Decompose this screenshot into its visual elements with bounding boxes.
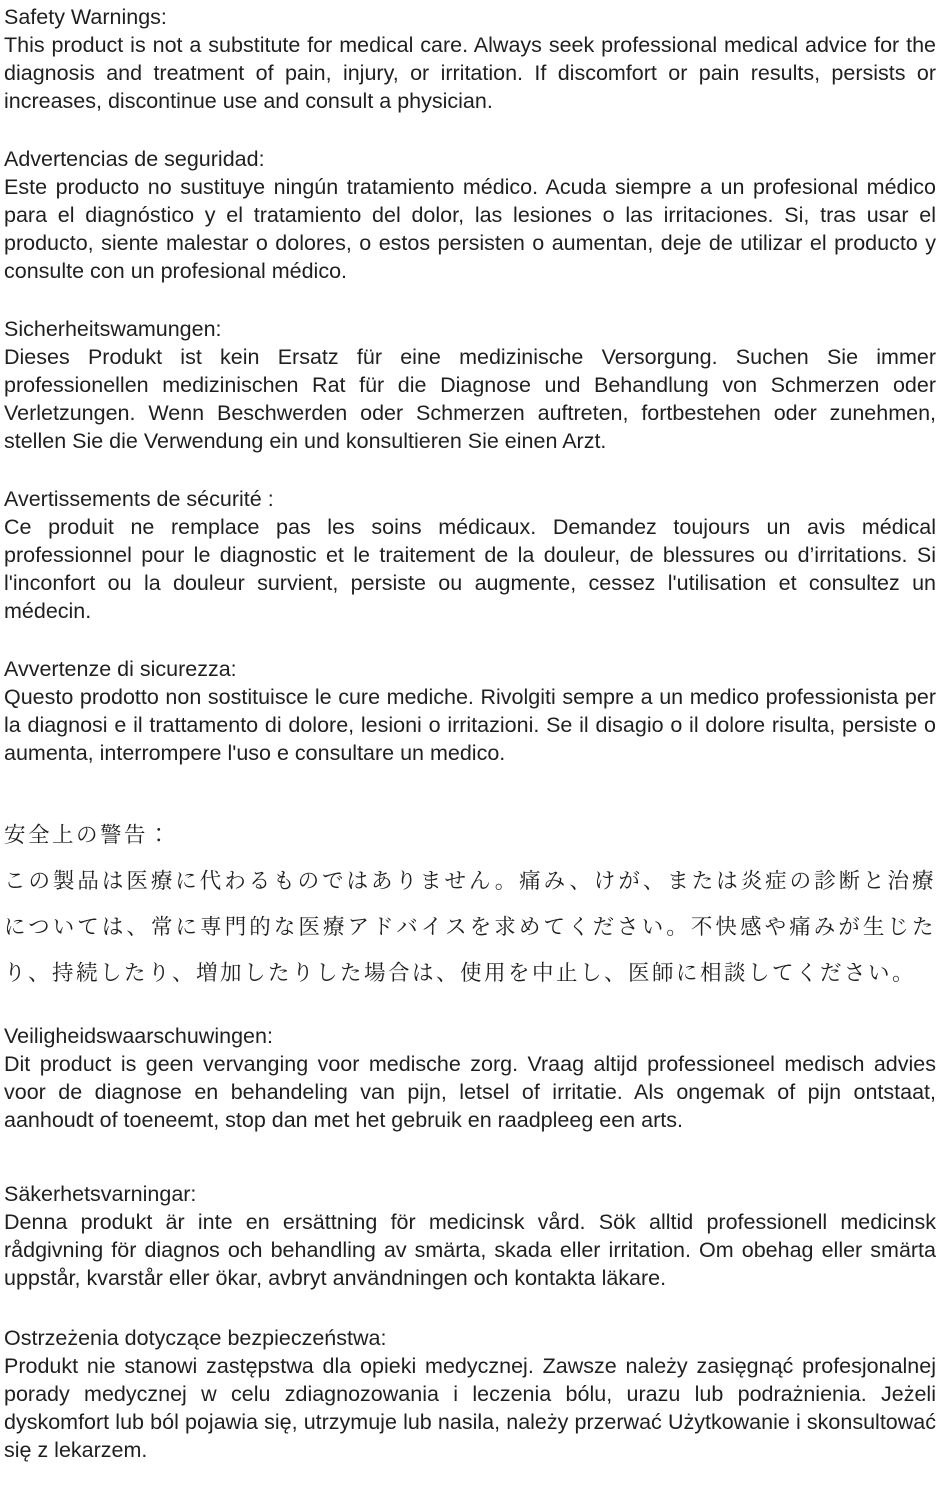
section-safety-warnings-sv <box>4 1180 936 1292</box>
section-body-fr: Ce produit ne remplace pas les soins médicaux. Demandez toujours un avis médical professionnel pour le diagnostic et le traitement de la douleur, de blessures ou d’irritations. Si l'inconfort ou la douleur survient, persiste ou augmente, cessez l'utilisation et consultez un médecin. <box>4 515 936 623</box>
section-safety-warnings-fr <box>4 485 936 625</box>
section-heading-es: Advertencias de seguridad: <box>4 147 265 171</box>
section-heading-de: Sicherheitswamungen: <box>4 317 222 341</box>
section-safety-warnings-it <box>4 655 936 767</box>
section-heading-it: Avvertenze di sicurezza: <box>4 657 237 681</box>
section-body-en: This product is not a substitute for medical care. Always seek professional medical advice for the diagnosis and treatment of pain, injury, or irritation. If discomfort or pain results, persists or increases, discontinue use and consult a physician. <box>4 33 936 113</box>
section-safety-warnings-en <box>4 3 936 115</box>
section-body-it: Questo prodotto non sostituisce le cure mediche. Rivolgiti sempre a un medico professionista per la diagnosi e il trattamento di dolore, lesioni o irritazioni. Se il disagio o il dolore risulta, persiste o aumenta, interrompere l'uso e consultare un medico. <box>4 685 936 765</box>
section-heading-en: Safety Warnings: <box>4 5 167 29</box>
section-safety-warnings-es <box>4 145 936 285</box>
section-safety-warnings-nl <box>4 1022 936 1134</box>
section-heading-nl: Veiligheidswaarschuwingen: <box>4 1024 273 1048</box>
section-heading-fr: Avertissements de sécurité : <box>4 487 274 511</box>
section-body-ja: この製品は医療に代わるものではありません。痛み、けが、または炎症の診断と治療については、常に専門的な医療アドバイスを求めてください。不快感や痛みが生じたり、持続したり、増加したりした場合は、使用を中止し、医師に相談してください。 <box>4 869 936 985</box>
section-safety-warnings-ja <box>4 812 936 996</box>
section-body-nl: Dit product is geen vervanging voor medische zorg. Vraag altijd professioneel medisch advies voor de diagnose en behandeling van pijn, letsel of irritatie. Als ongemak of pijn ontstaat, aanhoudt of toeneemt, stop dan met het gebruik en raadpleeg een arts. <box>4 1052 936 1132</box>
section-heading-pl: Ostrzeżenia dotyczące bezpieczeństwa: <box>4 1326 387 1350</box>
section-body-pl: Produkt nie stanowi zastępstwa dla opieki medycznej. Zawsze należy zasięgnąć profesjonalnej porady medycznej w celu zdiagnozowania i leczenia bólu, urazu lub podrażnienia. Jeżeli dyskomfort lub ból pojawia się, utrzymuje lub nasila, należy przerwać Użytkowanie i skonsultować się z lekarzem. <box>4 1354 936 1462</box>
section-body-sv: Denna produkt är inte en ersättning för medicinsk vård. Sök alltid professionell medicinsk rådgivning för diagnos och behandling av smärta, skada eller irritation. Om obehag eller smärta uppstår, kvarstår eller ökar, avbryt användningen och kontakta läkare. <box>4 1210 936 1290</box>
section-body-es: Este producto no sustituye ningún tratamiento médico. Acuda siempre a un profesional médico para el diagnóstico y el tratamiento del dolor, las lesiones o las irritaciones. Si, tras usar el producto, siente malestar o dolores, o estos persisten o aumentan, deje de utilizar el producto y consulte con un profesional médico. <box>4 175 936 283</box>
section-heading-sv: Säkerhetsvarningar: <box>4 1182 197 1206</box>
section-safety-warnings-de <box>4 315 936 455</box>
section-heading-ja: 安全上の警告： <box>4 823 173 847</box>
section-safety-warnings-pl <box>4 1324 936 1464</box>
section-body-de: Dieses Produkt ist kein Ersatz für eine medizinische Versorgung. Suchen Sie immer professionellen medizinischen Rat für die Diagnose und Behandlung von Schmerzen oder Verletzungen. Wenn Beschwerden oder Schmerzen auftreten, fortbestehen oder zunehmen, stellen Sie die Verwendung ein und konsultieren Sie einen Arzt. <box>4 345 936 453</box>
